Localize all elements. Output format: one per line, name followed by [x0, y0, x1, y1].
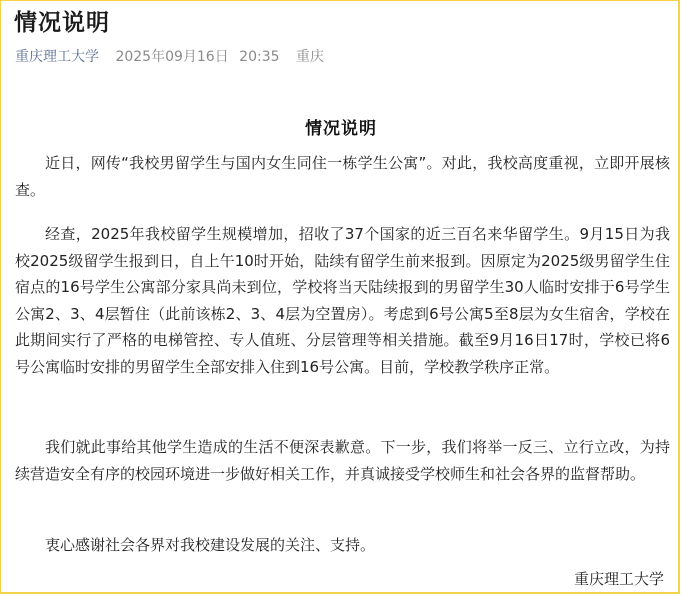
account-name-link[interactable]: 重庆理工大学	[15, 49, 99, 65]
publish-time: 20:35	[239, 49, 280, 65]
publish-date: 2025年09月16日	[115, 49, 229, 65]
paragraph-findings: 经查，2025年我校留学生规模增加，招收了37个国家的近三百名来华留学生。9月15日为我校2025级留学生报到日，自上午10时开始，陆续有留学生前来报到。因原定为2025级男留学生住宿点的16号学生公寓部分家具尚未到位，学校将当天陆续报到的男留学生30人临时安排于6号学生公寓2、3、4层暂住（此前该栋2、3、4层为空置房）。考虑到6号公寓5至8层为女生宿舍，学校在此期间实行了严格的电梯管控、专人值班、分层管理等相关措施。截至9月16日17时，学校已将6号公寓临时安排的男留学生全部安排入住到16号公寓。目前，学校教学秩序正常。	[15, 225, 670, 376]
article-meta	[15, 46, 324, 66]
paragraph-intro: 近日，网传“我校男留学生与国内女生同住一栋学生公寓”。对此，我校高度重视，立即开展核查。	[15, 154, 670, 199]
publish-location: 重庆	[295, 49, 324, 65]
article-title: 情况说明	[14, 10, 110, 36]
paragraph-apology: 我们就此事给其他学生造成的生活不便深表歉意。下一步，我们将举一反三、立行立改，为持续营造安全有序的校园环境进一步做好相关工作，并真诚接受学校师生和社会各界的监督帮助。	[15, 438, 670, 483]
signature: 重庆理工大学	[573, 570, 664, 588]
document-title: 情况说明	[305, 119, 377, 139]
paragraph-thanks: 衷心感谢社会各界对我校建设发展的关注、支持。	[45, 536, 376, 554]
